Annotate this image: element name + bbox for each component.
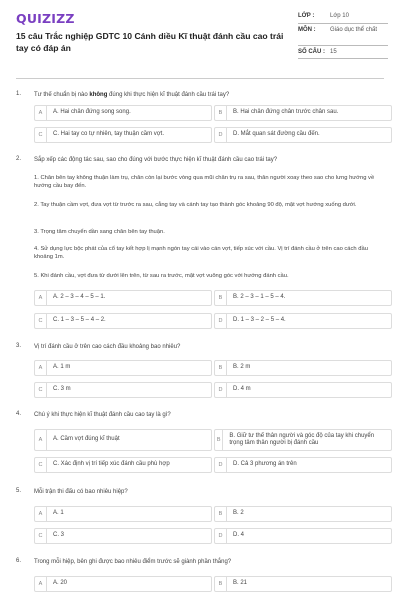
option-text: D. 1 – 3 – 2 – 5 – 4. xyxy=(233,317,286,324)
option-text: A. 1 xyxy=(53,510,64,517)
option-letter: A xyxy=(35,291,47,305)
q4-option-a[interactable] xyxy=(34,429,212,451)
option-letter: B xyxy=(215,507,227,521)
option-letter: D xyxy=(215,383,227,397)
option-letter: B xyxy=(215,106,227,120)
option-text: A. Hai chân đứng song song. xyxy=(53,109,131,116)
option-text: B. 2 – 3 – 1 – 5 – 4. xyxy=(233,294,286,301)
option-letter: C xyxy=(35,128,47,142)
meta-class-row xyxy=(298,10,388,24)
option-letter: B xyxy=(215,430,223,450)
option-text: C. 3 m xyxy=(53,386,71,393)
question-number: 1. xyxy=(16,91,22,97)
q6-option-a[interactable] xyxy=(34,576,212,592)
q5-option-c[interactable] xyxy=(34,528,212,544)
question-text: Vị trí đánh cầu ở trên cao cách đầu khoảng bao nhiêu? xyxy=(34,344,181,350)
q3-option-a[interactable] xyxy=(34,360,212,376)
q3-option-c[interactable] xyxy=(34,382,212,398)
q3-option-d[interactable] xyxy=(214,382,392,398)
option-letter: C xyxy=(35,314,47,328)
q5-option-d[interactable] xyxy=(214,528,392,544)
meta-subject-value: Giáo dục thể chất xyxy=(330,26,378,33)
question-text: Sắp xếp các động tác sau, sao cho đúng với bước thực hiện kĩ thuật đánh cầu cao trái tay? xyxy=(34,157,278,163)
q5-option-a[interactable] xyxy=(34,506,212,522)
question-number: 6. xyxy=(16,558,22,564)
option-letter: A xyxy=(35,430,47,450)
option-text: B. 2 xyxy=(233,510,244,517)
option-letter: B xyxy=(215,577,227,591)
meta-subject-row xyxy=(298,24,388,46)
option-text: A. Cầm vợt đúng kĩ thuật xyxy=(53,436,120,443)
option-text: B. Hai chân đứng chân trước chân sau. xyxy=(233,109,339,116)
option-letter: C xyxy=(35,383,47,397)
option-text: B. 2 m xyxy=(233,364,251,371)
option-letter: D xyxy=(215,314,227,328)
question-emphasis: không xyxy=(89,92,108,98)
q1-option-b[interactable] xyxy=(214,105,392,121)
meta-count-label: SỐ CÂU : xyxy=(298,48,325,55)
question-text: Mỗi trận thi đấu có bao nhiêu hiệp? xyxy=(34,489,128,495)
option-letter: C xyxy=(35,529,47,543)
meta-count-value: 15 xyxy=(330,48,337,55)
option-text: C. Hai tay co tự nhiên, tay thuận cầm vợt. xyxy=(53,131,164,138)
option-text: B. 21 xyxy=(233,580,248,587)
option-letter: A xyxy=(35,361,47,375)
q4-option-c[interactable] xyxy=(34,457,212,473)
option-letter: A xyxy=(35,507,47,521)
option-letter: A xyxy=(35,577,47,591)
option-text: C. 3 xyxy=(53,532,65,539)
q2-option-b[interactable] xyxy=(214,290,392,306)
worksheet-meta xyxy=(298,10,388,59)
option-text: B. Giữ tư thế thân người và góc độ của tay khi chuyển trọng tâm thân người bị đánh cầu xyxy=(229,432,375,446)
option-text: D. Mắt quan sát đường cầu đến. xyxy=(233,131,320,138)
q2-option-c[interactable] xyxy=(34,313,212,329)
header-divider xyxy=(16,78,384,79)
option-letter: B xyxy=(215,361,227,375)
meta-subject-label: MÔN : xyxy=(298,26,316,33)
question-text: Chú ý khi thực hiện kĩ thuật đánh cầu cao tay là gì? xyxy=(34,412,171,418)
option-letter: A xyxy=(35,106,47,120)
question-number: 3. xyxy=(16,343,22,349)
q4-option-d[interactable] xyxy=(214,457,392,473)
option-text: D. 4 m xyxy=(233,386,251,393)
q6-option-b[interactable] xyxy=(214,576,392,592)
q1-option-a[interactable] xyxy=(34,105,212,121)
q1-option-d[interactable] xyxy=(214,127,392,143)
question-number: 2. xyxy=(16,156,22,162)
option-text: C. 1 – 3 – 5 – 4 – 2. xyxy=(53,317,106,324)
q2-step-4: 4. Sử dụng lực bộc phát của cổ tay kết hợp lị mạnh ngón tay cái vào cán vợt, tiếp xúc với cầu. Vị trí đánh cầu ở trên cao cách đầu khoảng 1m. xyxy=(34,246,368,260)
option-text: D. Cả 3 phương án trên xyxy=(233,461,297,468)
q2-option-d[interactable] xyxy=(214,313,392,329)
q3-option-b[interactable] xyxy=(214,360,392,376)
q5-option-b[interactable] xyxy=(214,506,392,522)
option-text: A. 20 xyxy=(53,580,68,587)
document-title: 15 câu Trắc nghiệp GDTC 10 Cánh diều Kĩ thuật đánh cầu cao trái tay có đáp án xyxy=(16,31,284,53)
q2-step-5: 5. Khi đánh cầu, vợt đưa từ dưới lên trên, từ sau ra trước, mặt vợt vuông góc với hướng đánh cầu. xyxy=(34,273,289,279)
option-letter: C xyxy=(35,458,47,472)
option-letter: D xyxy=(215,458,227,472)
option-text: A. 2 – 3 – 4 – 5 – 1. xyxy=(53,294,106,301)
option-text: C. Xác định vị trí tiếp xúc đánh cầu phù hợp xyxy=(53,461,170,468)
meta-count-row xyxy=(298,46,388,60)
option-text: A. 1 m xyxy=(53,364,71,371)
question-number: 4. xyxy=(16,411,22,417)
q2-step-2: 2. Tay thuận cầm vợt, đưa vợt từ trước ra sau, cẳng tay và cánh tay tạo thành góc khoảng 90 độ, mặt vợt hướng xuống dưới. xyxy=(34,202,357,208)
q1-option-c[interactable] xyxy=(34,127,212,143)
option-letter: D xyxy=(215,529,227,543)
question-text: Tư thế chuẩn bị nào không đúng khi thực hiện kĩ thuật đánh cầu trái tay? xyxy=(34,92,230,98)
meta-class-label: LỚP : xyxy=(298,13,315,19)
option-text: D. 4 xyxy=(233,532,245,539)
question-text: Trong mỗi hiệp, bên ghi được bao nhiêu điểm trước sẽ giành phần thắng? xyxy=(34,559,232,565)
q2-option-a[interactable] xyxy=(34,290,212,306)
quizizz-logo: QUIZIZZ xyxy=(16,11,75,26)
option-letter: D xyxy=(215,128,227,142)
question-number: 5. xyxy=(16,488,22,494)
q4-option-b[interactable] xyxy=(214,429,392,451)
meta-class-value: Lớp 10 xyxy=(330,13,349,19)
q2-step-1: 1. Chân bên tay không thuận làm trụ, chân còn lại bước vòng qua mũi chân trụ ra sau, thân người xoay theo sao cho lưng hướng về hướng cầu bay đến. xyxy=(34,175,375,189)
q2-step-3: 3. Trọng tâm chuyển dần sang chân bên tay thuận. xyxy=(34,229,165,235)
worksheet-header xyxy=(0,0,400,78)
option-letter: B xyxy=(215,291,227,305)
